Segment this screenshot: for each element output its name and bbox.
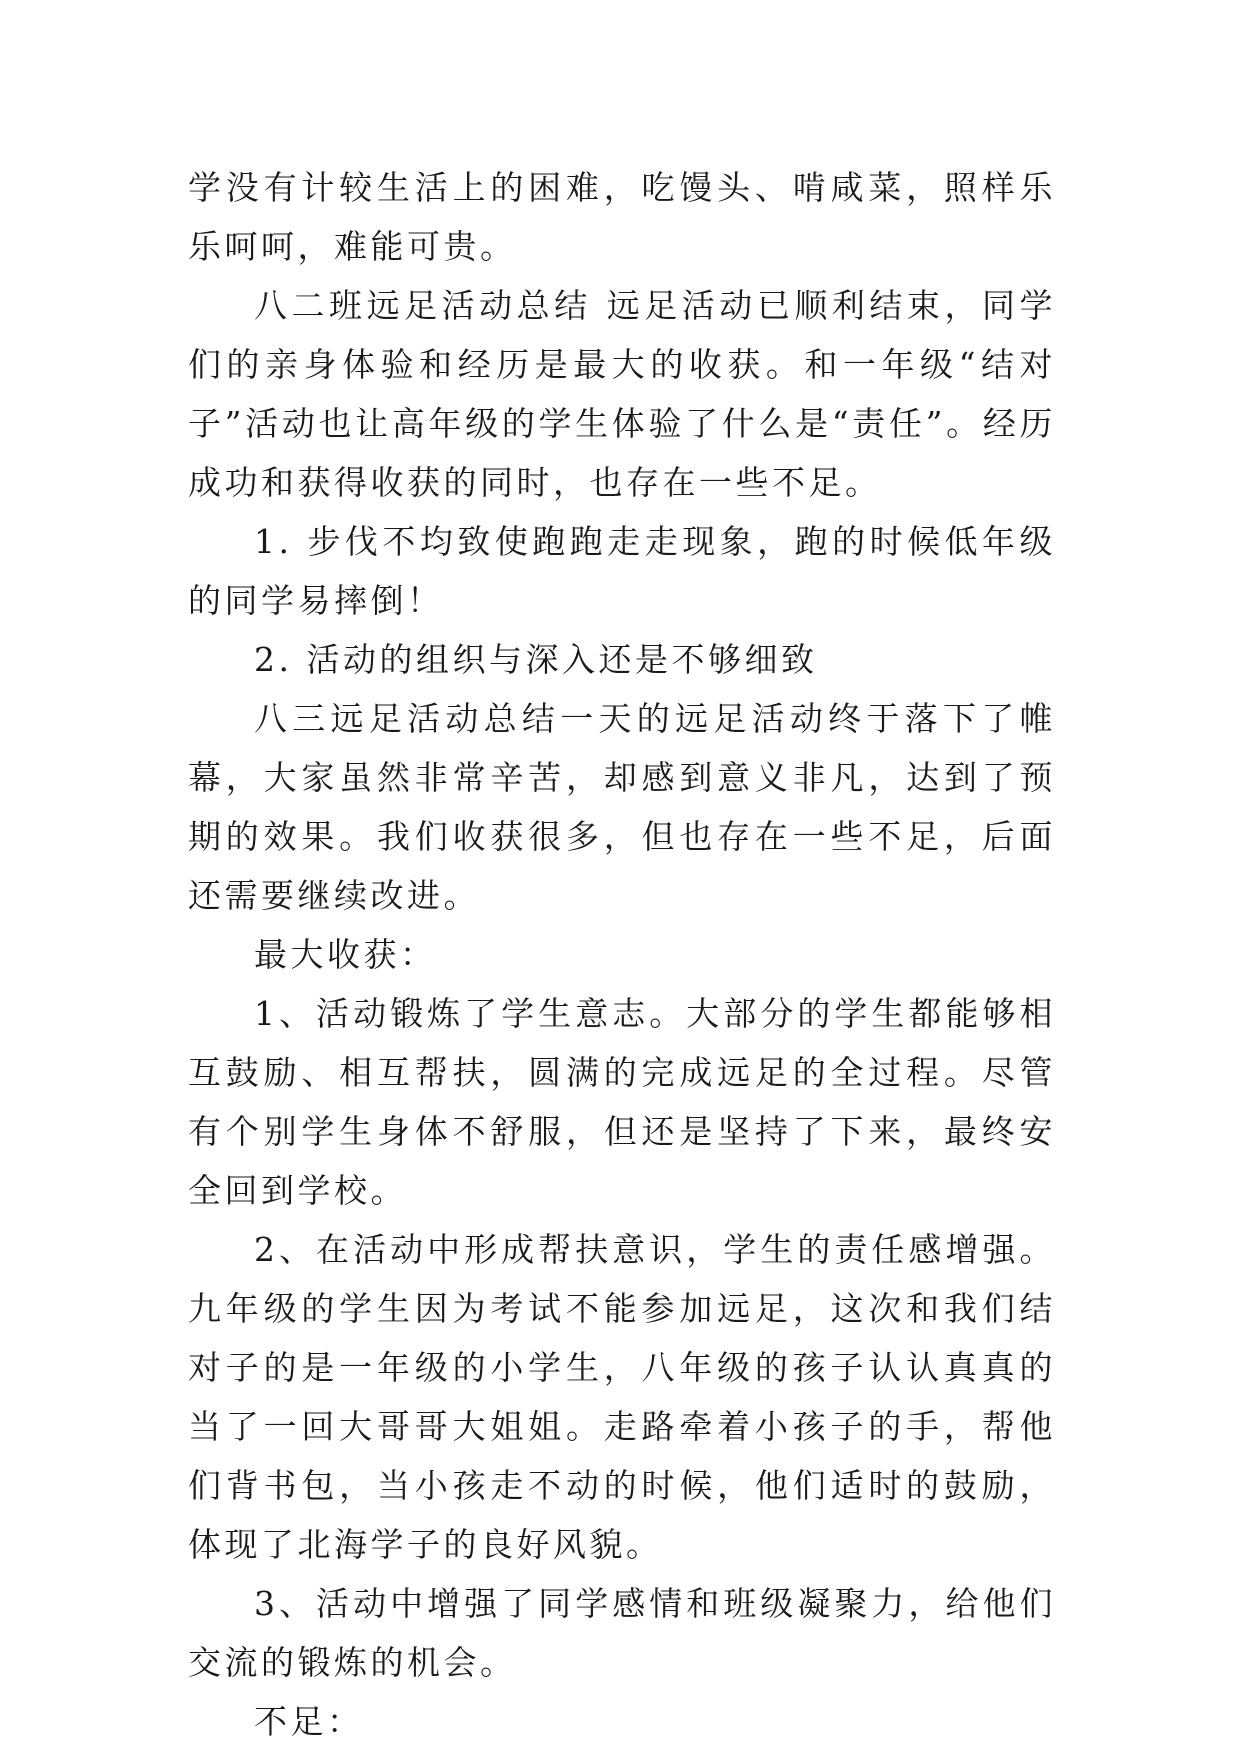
- paragraph-gain-3: 3、活动中增强了同学感情和班级凝聚力，给他们交流的锻炼的机会。: [188, 1584, 1056, 1682]
- heading-biggest-gains: 最大收获：: [254, 935, 437, 974]
- paragraph-gain-2: 2、在活动中形成帮扶意识，学生的责任感增强。九年级的学生因为考试不能参加远足，这次和我们结对子的是一年级的小学生，八年级的孩子认认真真的当了一回大哥哥大姐姐。走路牵着小孩子的手，帮他们背书包，当小孩走不动的时候，他们适时的鼓励，体现了北海学子的良好风貌。: [188, 1230, 1056, 1564]
- heading-shortcomings: 不足：: [254, 1702, 364, 1741]
- document-body: [188, 158, 1056, 1751]
- paragraph-class-8-2-summary: 八二班远足活动总结 远足活动已顺利结束，同学们的亲身体验和经历是最大的收获。和一年级“结对子”活动也让高年级的学生体验了什么是“责任”。经历成功和获得收获的同时，也存在一些不足。: [188, 286, 1056, 502]
- paragraph-shortcoming-2: 2. 活动的组织与深入还是不够细致: [254, 640, 818, 679]
- paragraph-shortcoming-1: 1. 步伐不均致使跑跑走走现象，跑的时候低年级的同学易摔倒！: [188, 522, 1056, 620]
- paragraph-gain-1: 1、活动锻炼了学生意志。大部分的学生都能够相互鼓励、相互帮扶，圆满的完成远足的全过程。尽管有个别学生身体不舒服，但还是坚持了下来，最终安全回到学校。: [188, 994, 1056, 1210]
- paragraph-class-8-3-summary: 八三远足活动总结一天的远足活动终于落下了帷幕，大家虽然非常辛苦，却感到意义非凡，达到了预期的效果。我们收获很多，但也存在一些不足，后面还需要继续改进。: [188, 699, 1056, 915]
- paragraph-continuation: 学没有计较生活上的困难，吃馒头、啃咸菜，照样乐乐呵呵，难能可贵。: [188, 168, 1056, 266]
